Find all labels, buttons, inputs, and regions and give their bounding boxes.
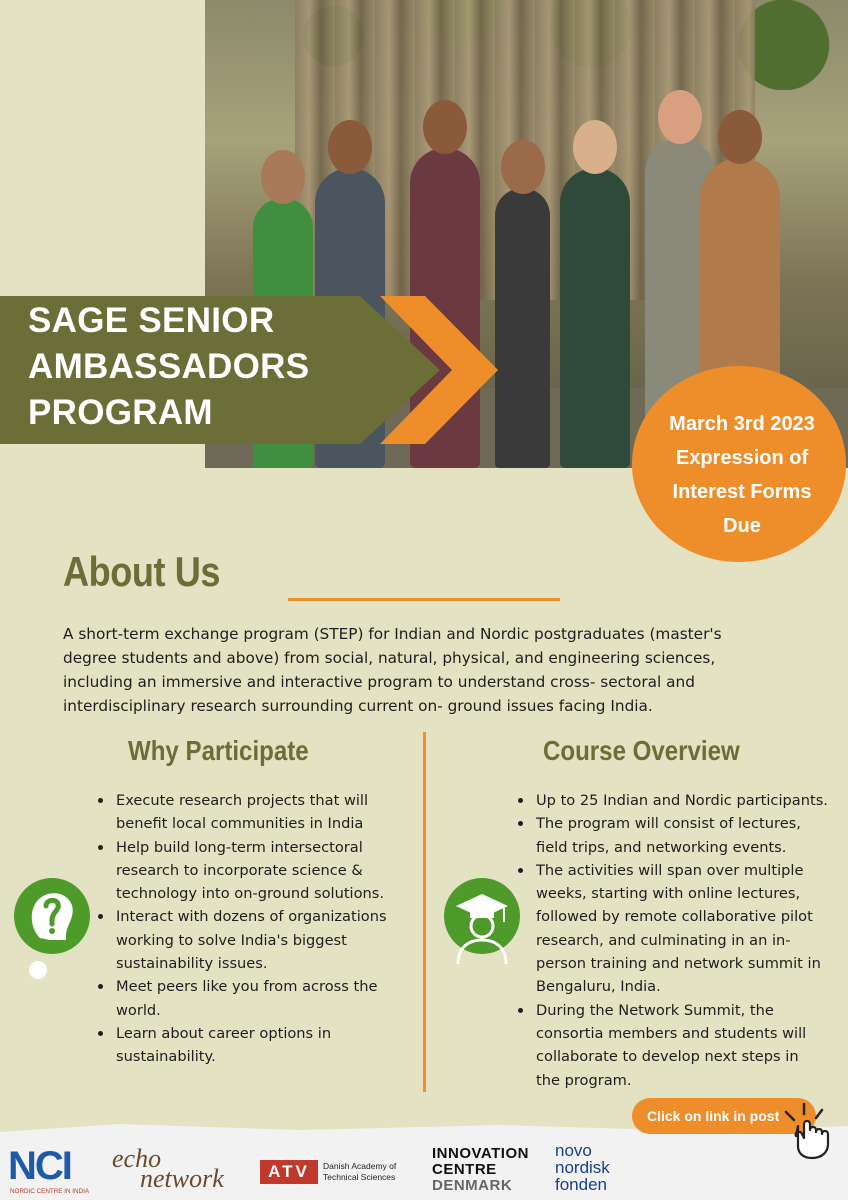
list-item [516,859,836,999]
pointer-hand-icon [776,1102,834,1160]
list-item [516,999,836,1092]
about-line: degree students and above) from social, natural, physical, and engineering sciences, [63,649,716,667]
list-item-line: Meet peers like you from across the [116,978,378,996]
list-item [96,789,416,836]
novo-line: nordisk [555,1158,610,1177]
nci-logo [8,1146,92,1200]
atv-mark: ATV [260,1160,318,1184]
deadline-line: March 3rd 2023 [669,413,815,435]
click-link-button[interactable]: Click on link in post [632,1098,816,1134]
title-line: SAGE SENIOR [28,301,275,340]
deadline-line: Interest Forms [672,481,812,503]
atv-logo [260,1160,410,1188]
list-item-line: Up to 25 Indian and Nordic participants. [536,792,828,809]
list-item-line: person training and network summit in [536,955,821,973]
column-divider [423,732,426,1092]
echo-logo-line: network [140,1164,224,1193]
list-item-line: Bengaluru, India. [536,978,661,996]
list-item [516,789,836,812]
divider [288,598,560,601]
list-item-line: The activities will span over multiple [536,861,804,879]
why-participate-list [96,789,416,1069]
nci-subtitle: NORDIC CENTRE IN INDIA [10,1188,90,1195]
title-line: AMBASSADORS [28,347,310,386]
echo-network-logo [112,1146,236,1196]
course-overview-list [516,789,836,1092]
deadline-line: Expression of [675,447,809,469]
list-item [96,975,416,1022]
list-item-line: sustainability. [116,1048,216,1066]
list-item-line: field trips, and networking events. [536,838,787,856]
novo-line: novo [555,1141,592,1160]
icd-line: CENTRE [432,1161,497,1178]
list-item-line: The program will consist of lectures, [536,815,801,833]
person [560,168,630,468]
list-item-line: Learn about career options in [116,1024,332,1042]
list-item-line: research to incorporate science & [116,861,363,879]
list-item-line: consortia members and students will [536,1024,807,1042]
person [495,188,550,468]
about-line: including an immersive and interactive program to understand cross- sectoral and [63,673,695,691]
novo-line: fonden [555,1175,607,1194]
list-item-line: followed by remote collaborative pilot [536,908,813,926]
list-item [96,905,416,975]
list-item-line: weeks, starting with online lectures, [536,885,801,903]
icd-line: INNOVATION [432,1145,529,1162]
list-item-line: research, and culminating in an in- [536,931,791,949]
list-item-line: world. [116,1001,161,1019]
list-item [516,812,836,859]
list-item [96,836,416,906]
nci-mark: NCI [8,1144,71,1188]
list-item-line: Execute research projects that will [116,792,369,809]
list-item-line: Help build long-term intersectoral [116,838,363,856]
deadline-line: Due [723,515,761,537]
innovation-centre-denmark-logo [432,1146,542,1196]
about-heading: About Us [63,548,221,595]
list-item-line: During the Network Summit, the [536,1001,774,1019]
list-item-line: Interact with dozens of organizations [116,908,387,926]
about-line: interdisciplinary research surrounding current on- ground issues facing India. [63,697,653,715]
deadline-text [632,407,848,543]
echo-logo-line: echo [112,1144,162,1173]
about-line: A short-term exchange program (STEP) for Indian and Nordic postgraduates (master's [63,625,722,643]
atv-line: Danish Academy of [323,1161,397,1171]
list-item [96,1022,416,1069]
title-line: PROGRAM [28,393,213,432]
why-participate-heading: Why Participate [128,735,309,766]
list-item-line: collaborate to develop next steps in [536,1048,799,1066]
about-body [63,622,793,718]
list-item-line: working to solve India's biggest [116,931,347,949]
icd-line: DENMARK [432,1177,513,1194]
list-item-line: benefit local communities in India [116,815,364,833]
list-item-line: sustainability issues. [116,955,268,973]
question-head-icon [12,876,92,980]
program-title [28,296,388,436]
list-item-line: technology into on-ground solutions. [116,885,385,903]
novo-nordisk-fonden-logo [555,1142,635,1198]
list-item-line: the program. [536,1071,632,1089]
atv-text [323,1161,396,1183]
course-overview-heading: Course Overview [543,735,740,766]
graduate-icon [442,876,522,966]
atv-line: Technical Sciences [323,1172,396,1182]
